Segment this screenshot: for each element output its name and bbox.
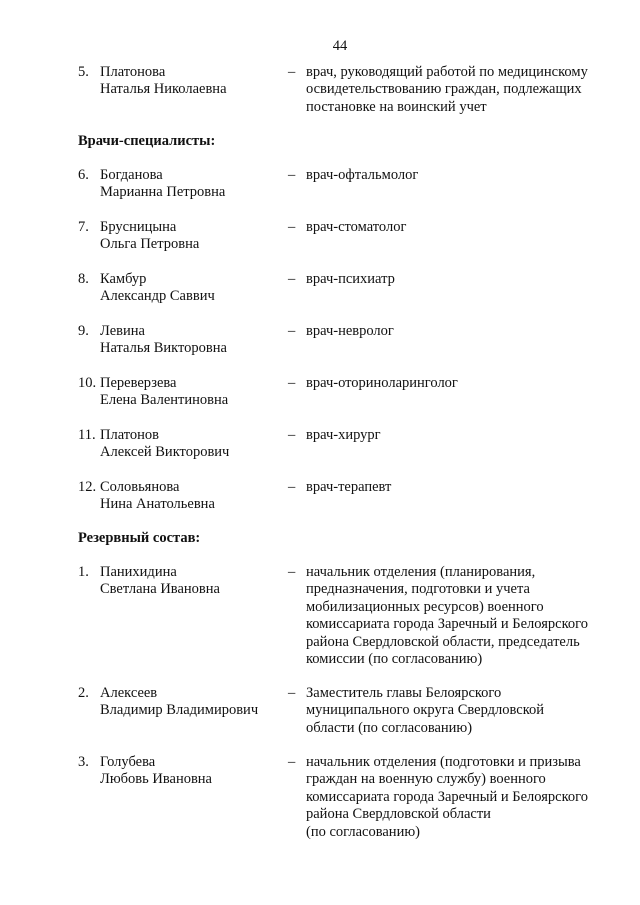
surname: Панихидина <box>100 564 177 580</box>
surname: Платонов <box>100 427 160 443</box>
person-name <box>100 167 290 202</box>
role-line: мобилизационных ресурсов) военного <box>306 598 544 615</box>
given-name: Елена Валентиновна <box>100 392 229 409</box>
role-line: врач-психиатр <box>306 271 395 287</box>
surname: Соловьянова <box>100 479 180 495</box>
dash: – <box>288 427 296 443</box>
item-number: 2. <box>78 685 89 701</box>
surname: Богданова <box>100 167 163 183</box>
role-line: муниципального округа Свердловской <box>306 702 545 719</box>
role <box>306 271 626 288</box>
person-name <box>100 754 290 789</box>
role-line: врач-хирург <box>306 427 381 443</box>
role <box>306 64 626 116</box>
surname: Переверзева <box>100 375 177 391</box>
role-line: комиссии (по согласованию) <box>306 651 483 668</box>
dash: – <box>288 271 296 287</box>
role-line: врач-стоматолог <box>306 219 407 235</box>
role-line: комиссариата города Заречный и Белоярского <box>306 616 589 633</box>
role-line: врач-терапевт <box>306 479 392 495</box>
dash: – <box>288 685 296 701</box>
given-name: Светлана Ивановна <box>100 581 220 598</box>
item-number: 1. <box>78 564 89 580</box>
surname: Брусницына <box>100 219 177 235</box>
item-number: 5. <box>78 64 89 80</box>
item-number: 10. <box>78 375 97 391</box>
given-name: Алексей Викторович <box>100 444 230 461</box>
item-number: 12. <box>78 479 97 495</box>
given-name: Любовь Ивановна <box>100 771 212 788</box>
surname: Левина <box>100 323 145 339</box>
role-line: Заместитель главы Белоярского <box>306 685 502 701</box>
role-line: врач-офтальмолог <box>306 167 419 183</box>
item-number: 8. <box>78 271 89 287</box>
item-number: 11. <box>78 427 96 443</box>
role <box>306 375 626 392</box>
section-heading: Врачи-специалисты: <box>78 133 216 149</box>
role-line: врач-оториноларинголог <box>306 375 458 391</box>
given-name: Владимир Владимирович <box>100 702 259 719</box>
dash: – <box>288 564 296 580</box>
role <box>306 564 626 668</box>
person-name <box>100 564 290 599</box>
item-number: 9. <box>78 323 89 339</box>
person-name <box>100 427 290 462</box>
given-name: Марианна Петровна <box>100 184 226 201</box>
given-name: Александр Саввич <box>100 288 215 305</box>
item-number: 6. <box>78 167 89 183</box>
role <box>306 754 626 841</box>
surname: Алексеев <box>100 685 158 701</box>
dash: – <box>288 375 296 391</box>
role-line: области (по согласованию) <box>306 719 473 736</box>
surname: Голубева <box>100 754 156 770</box>
section-heading: Резервный состав: <box>78 530 201 546</box>
given-name: Нина Анатольевна <box>100 496 215 513</box>
person-name <box>100 323 290 358</box>
role-line: врач, руководящий работой по медицинскому <box>306 64 588 80</box>
role <box>306 427 626 444</box>
role-line: (по согласованию) <box>306 823 420 840</box>
surname: Платонова <box>100 64 166 80</box>
dash: – <box>288 64 296 80</box>
item-number: 7. <box>78 219 89 235</box>
page-number: 44 <box>332 38 348 54</box>
role-line: граждан на военную службу) военного <box>306 771 546 788</box>
given-name: Наталья Викторовна <box>100 340 227 357</box>
given-name: Ольга Петровна <box>100 236 200 253</box>
role-line: района Свердловской области, председатель <box>306 633 580 650</box>
dash: – <box>288 167 296 183</box>
role-line: района Свердловской области <box>306 806 491 823</box>
item-number: 3. <box>78 754 89 770</box>
role-line: комиссариата города Заречный и Белоярского <box>306 788 589 805</box>
person-name <box>100 375 290 410</box>
person-name <box>100 219 290 254</box>
role <box>306 323 626 340</box>
person-name <box>100 479 290 514</box>
surname: Камбур <box>100 271 147 287</box>
role-line: начальник отделения (подготовки и призыва <box>306 754 581 770</box>
given-name: Наталья Николаевна <box>100 81 227 98</box>
role <box>306 685 626 737</box>
role <box>306 479 626 496</box>
role <box>306 167 626 184</box>
person-name <box>100 64 290 99</box>
dash: – <box>288 219 296 235</box>
person-name <box>100 685 290 720</box>
dash: – <box>288 323 296 339</box>
person-name <box>100 271 290 306</box>
role-line: постановке на воинский учет <box>306 98 487 115</box>
dash: – <box>288 754 296 770</box>
role-line: освидетельствованию граждан, подлежащих <box>306 81 582 98</box>
role-line: предназначения, подготовки и учета <box>306 581 530 598</box>
role-line: начальник отделения (планирования, <box>306 564 536 580</box>
role <box>306 219 626 236</box>
role-line: врач-невролог <box>306 323 394 339</box>
dash: – <box>288 479 296 495</box>
